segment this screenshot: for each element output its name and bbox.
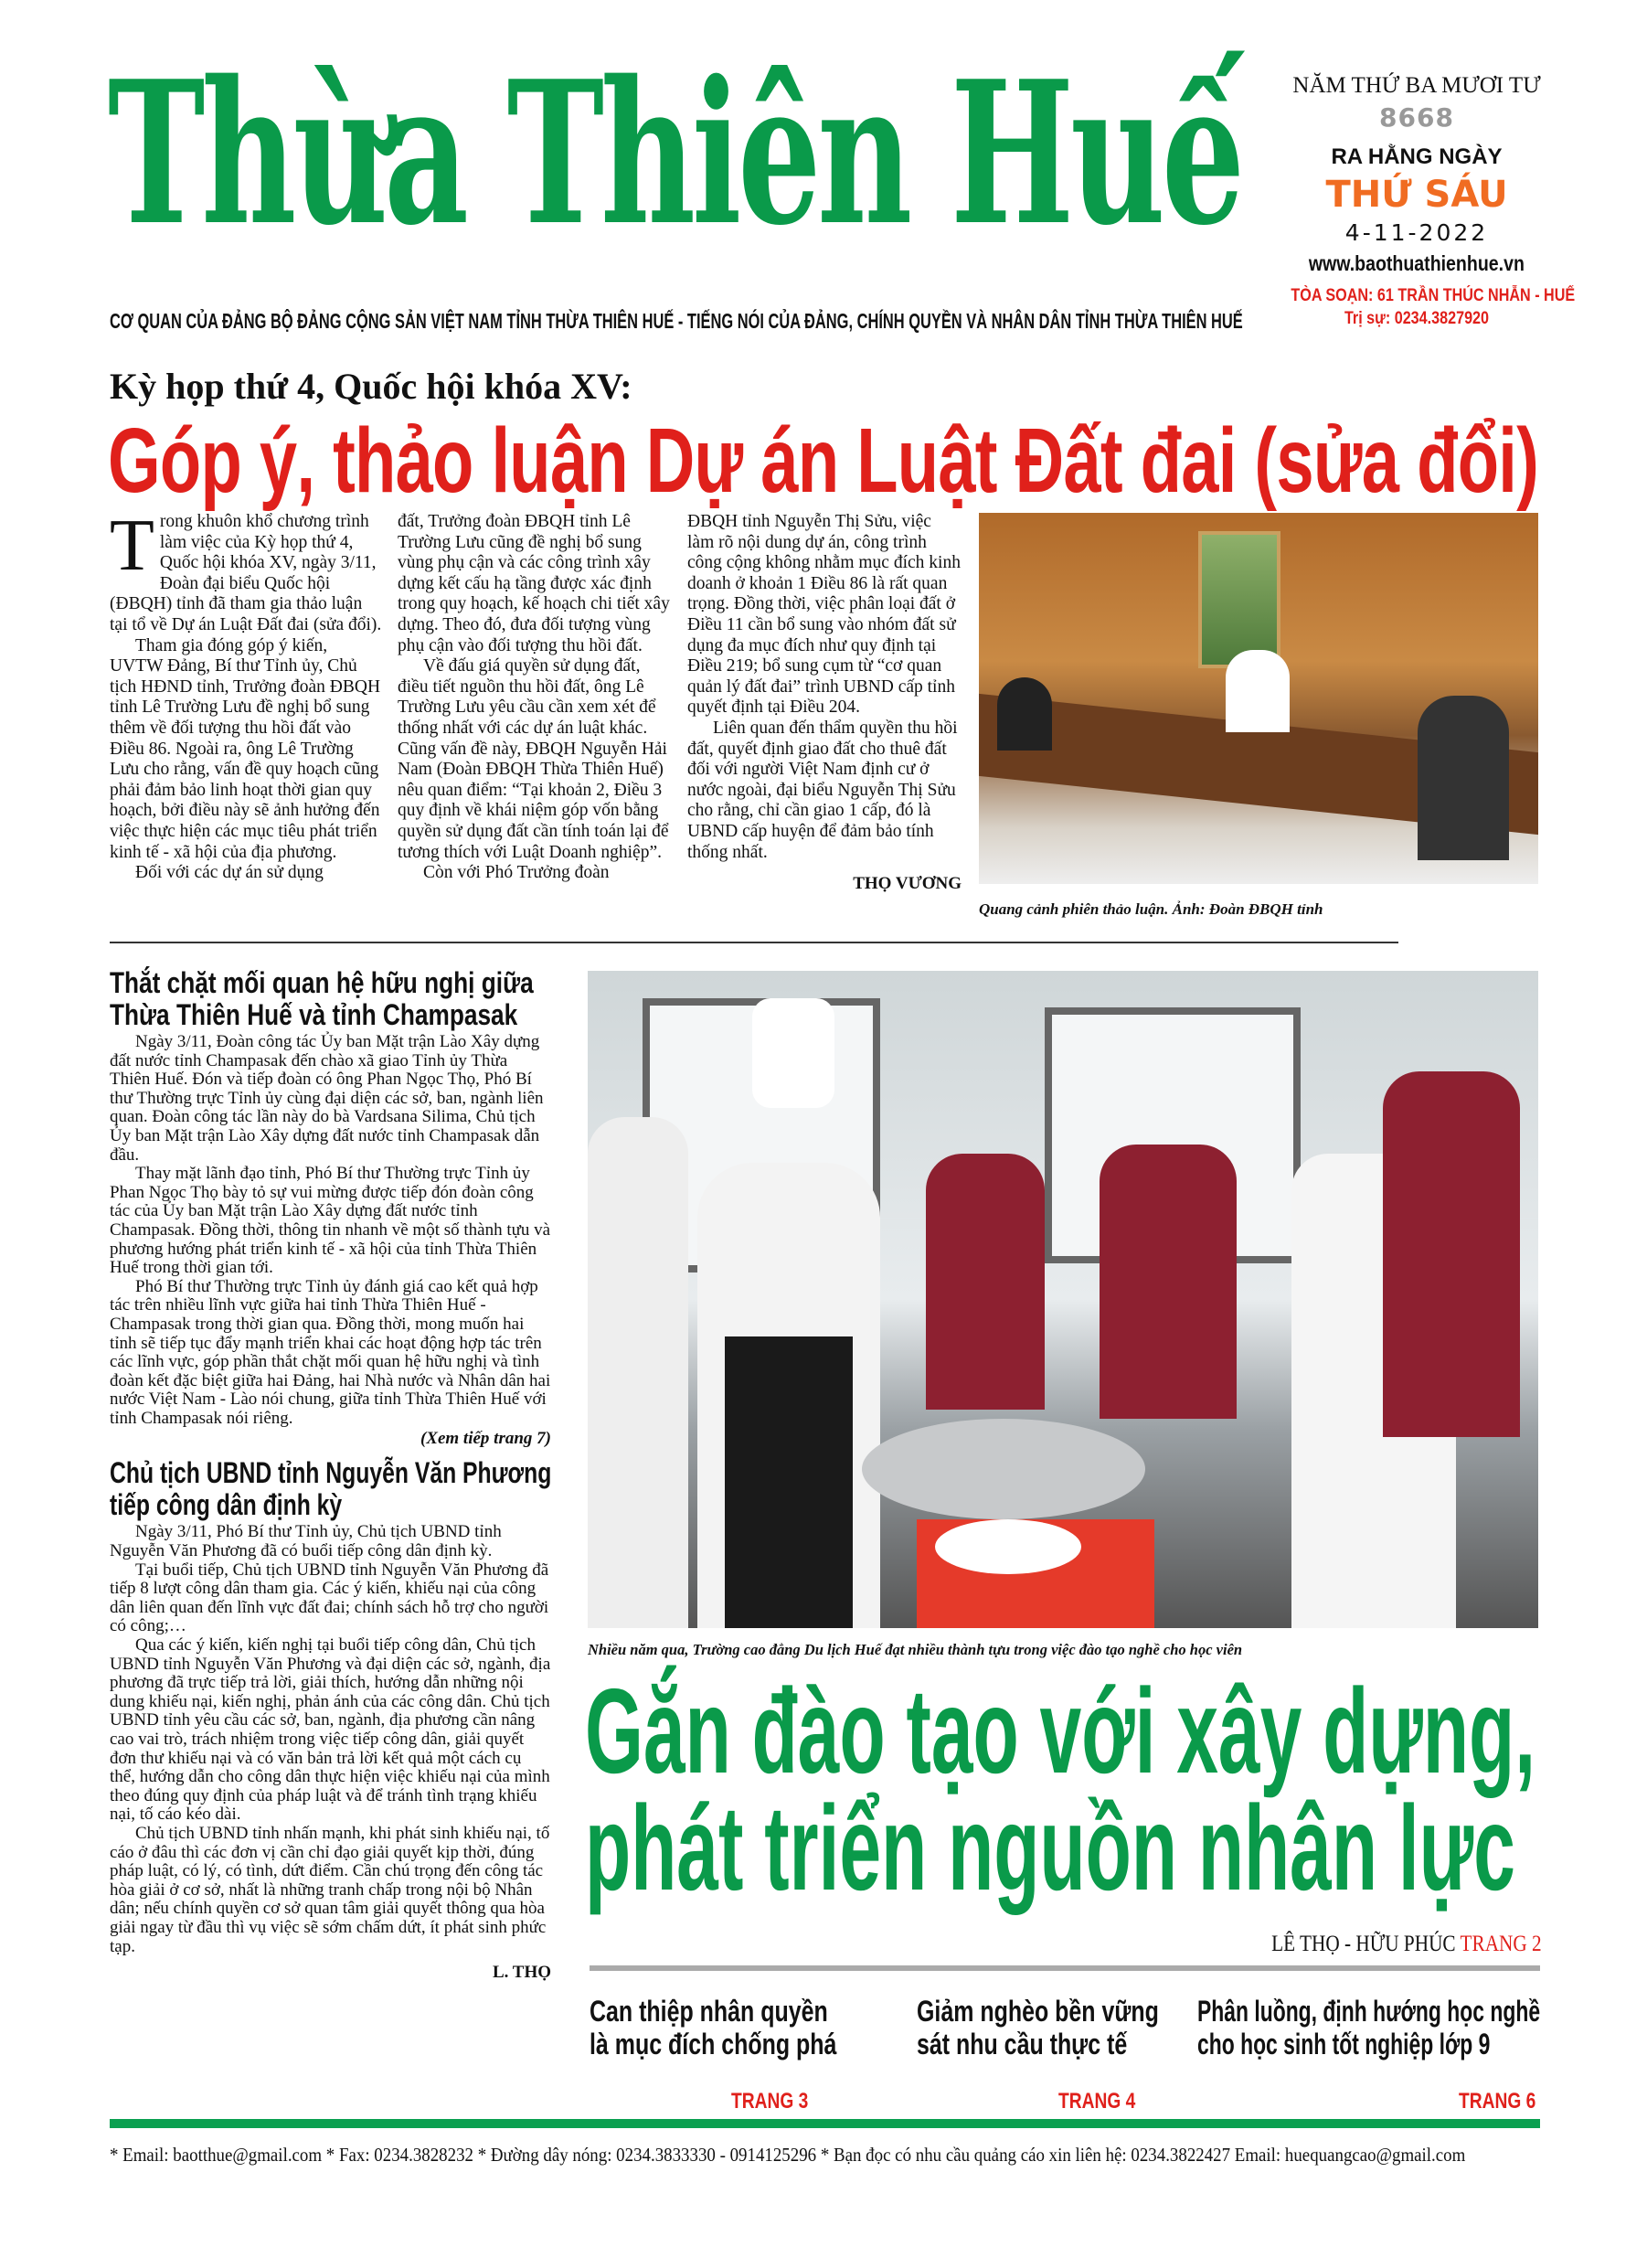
headline-line: Chủ tịch UBND tỉnh Nguyễn Văn Phương — [110, 1456, 552, 1490]
story-byline: L. THỌ — [492, 1963, 551, 1983]
feature-photo-caption: Nhiều năm qua, Trường cao đẳng Du lịch Huế đạt nhiều thành tựu trong việc đào tạo nghề cho học viên — [588, 1641, 1243, 1658]
paragraph: đất, Trưởng đoàn ĐBQH tỉnh Lê Trường Lưu cũng đề nghị bổ sung vùng phụ cận và các công trình xây dựng kết cấu hạ tầng được xác định trong quy hoạch, kế hoạch chi tiết xây dựng. Theo đó, đưa đối tượng vùng phụ cận vào đối tượng thu hồi đất. — [398, 512, 670, 655]
teaser-3[interactable] — [1197, 1995, 1540, 2060]
continued-link[interactable]: (Xem tiếp trang 7) — [420, 1429, 551, 1449]
teaser-2[interactable] — [917, 1995, 1159, 2060]
headline-line: Thừa Thiên Huế và tỉnh Champasak — [110, 998, 518, 1031]
paragraph: Tham gia đóng góp ý kiến, UVTW Đảng, Bí thư Tỉnh ủy, Chủ tịch HĐND tỉnh, Trưởng đoàn ĐBQH tỉnh Lê Trường Lưu đề nghị bổ sung thêm về đối tượng thu hồi đất vào Điều 86. Ngoài ra, ông Lê Trường Lưu cho rằng, vấn đề quy hoạch cũng phải đảm bảo linh hoạt thời gian quy hoạch, bởi điều này sẽ ảnh hưởng đến việc thực hiện các mục tiêu phát triển kinh tế - xã hội của địa phương. — [110, 635, 381, 862]
feature-byline: LÊ THỌ - HỮU PHÚC — [1271, 1932, 1456, 1956]
headline-line: Gắn đào tạo với xây dựng, — [585, 1664, 1536, 1798]
story-body — [110, 1523, 551, 1956]
lead-kicker: Kỳ họp thứ 4, Quốc hội khóa XV: — [110, 366, 632, 407]
website-text[interactable]: www.baothuathienhue.vn — [1308, 251, 1525, 275]
office-phone — [1266, 309, 1567, 329]
publication-year-text: NĂM THỨ BA MƯƠI TƯ — [1292, 73, 1541, 98]
paragraph: Ngày 3/11, Đoàn công tác Ủy ban Mặt trận Lào Xây dựng đất nước tỉnh Champasak đến chào xã giao Tỉnh ủy Thừa Thiên Huế. Đón và tiếp đoàn có ông Phan Ngọc Thọ, Phó Bí thư Thường trực Tỉnh ủy cùng đại diện các sở, ban, ngành liên quan. Đoàn công tác lần này do bà Vardsana Silima, Chủ tịch Ủy ban Mặt trận Lào Xây dựng đất nước tỉnh Champasak dẫn đầu. — [110, 1032, 544, 1165]
lead-byline: THỌ VƯƠNG — [853, 874, 962, 894]
issue-date-text: 4-11-2022 — [1344, 219, 1489, 246]
story-headline — [110, 967, 551, 1031]
headline-text — [110, 1457, 551, 1521]
teaser-line: cho học sinh tốt nghiệp lớp 9 — [1197, 2028, 1491, 2060]
teaser-1-page[interactable]: TRANG 3 — [731, 2089, 809, 2114]
paragraph: Thay mặt lãnh đạo tỉnh, Phó Bí thư Thường trực Tỉnh ủy Phan Ngọc Thọ bày tỏ sự vui mừng được tiếp đón đoàn công tác của Ủy ban Mặt trận Lào Xây dựng đất nước tỉnh Champasak. Đồng thời, thông tin nhanh về một số thành tựu và phương hướng phát triển kinh tế - xã hội của tỉnh Thừa Thiên Huế trong thời gian tới. — [110, 1164, 551, 1278]
feature-headline — [585, 1664, 1536, 1915]
office-phone-text: Trị sự: 0234.3827920 — [1344, 309, 1490, 328]
lead-photo-caption: Quang cảnh phiên thảo luận. Ảnh: Đoàn ĐBQH tỉnh — [979, 900, 1323, 918]
divider — [590, 1965, 1540, 1971]
teaser-line: Giảm nghèo bền vững — [917, 1995, 1159, 2028]
teaser-line: sát nhu cầu thực tế — [917, 2028, 1128, 2060]
left-column — [110, 967, 551, 1984]
lead-column-1 — [110, 506, 384, 884]
paragraph: rong khuôn khổ chương trình làm việc của Kỳ họp thứ 4, Quốc hội khóa XV, ngày 3/11, Đoàn đại biểu Quốc hội (ĐBQH) tỉnh đã tham gia thảo luận tại tổ về Dự án Luật Đất đai (sửa đổi). — [110, 512, 382, 634]
paragraph: Về đấu giá quyền sử dụng đất, điều tiết nguồn thu hồi đất, ông Lê Trường Lưu yêu cầu cần xem xét để thống nhất với các dự án luật khác. Cũng vấn đề này, ĐBQH Nguyễn Hải Nam (Đoàn ĐBQH Thừa Thiên Huế) nêu quan điểm: “Tại khoản 2, Điều 3 quy định về khái niệm góp vốn bằng quyền sử dụng đất cần tính toán lại để tương thích với Luật Doanh nghiệp”. — [398, 656, 669, 862]
issue-date — [1266, 219, 1567, 246]
lead-column-3 — [687, 512, 962, 895]
masthead-title: Thừa Thiên Huế — [108, 37, 1241, 269]
frequency-text: RA HẰNG NGÀY — [1331, 144, 1503, 169]
lead-column-2 — [398, 512, 672, 884]
issue-number-text: 8668 — [1379, 102, 1454, 133]
paragraph: Chủ tịch UBND tỉnh nhấn mạnh, khi phát sinh khiếu nại, tố cáo ở đâu thì các đơn vị cần chỉ đạo giải quyết kịp thời, đúng pháp luật, có lý, có tình, dứt điểm. Cần chú trọng đến công tác hòa giải ở cơ sở, nhất là những tranh chấp trong nội bộ Nhân dân; nếu chính quyền cơ sở quan tâm giải quyết thông qua hòa giải ngay từ đầu thì vụ việc sẽ sớm chấm dứt, ít phát sinh phức tạp. — [110, 1823, 550, 1956]
paragraph: Qua các ý kiến, kiến nghị tại buổi tiếp công dân, Chủ tịch UBND tỉnh Nguyễn Văn Phương và đại diện các sở, ngành, địa phương đã trực tiếp trả lời, giải thích, hướng dẫn những nội dung khiếu nại, kiến nghị, phản ánh của các công dân. Chủ tịch UBND tỉnh yêu cầu các sở, ban, ngành, địa phương cần nâng cao vai trò, trách nhiệm trong việc tiếp công dân, giải quyết đơn thư khiếu nại và có văn bản trả lời kết quả một cách cụ thể, hướng dẫn cho công dân thực hiện việc khiếu nại của mình theo đúng quy định của pháp luật và để tránh tình trạng khiếu nại, tố cáo kéo dài. — [110, 1635, 551, 1825]
divider — [110, 942, 1398, 943]
footer-bar — [110, 2119, 1540, 2128]
feature-credit — [1224, 1932, 1542, 1957]
paragraph: Phó Bí thư Thường trực Tỉnh ủy đánh giá cao kết quả hợp tác trên nhiều lĩnh vực giữa hai tỉnh Thừa Thiên Huế - Champasak trong thời gian qua. Đồng thời, mong muốn hai tỉnh sẽ tiếp tục đẩy mạnh triển khai các hoạt động hợp tác trên các lĩnh vực, góp phần thắt chặt mối quan hệ hữu nghị và tình đoàn kết đặc biệt giữa hai Đảng, hai Nhà nước và Nhân dân hai nước Việt Nam - Lào nói chung, giữa tỉnh Thừa Thiên Huế với tỉnh Champasak nói riêng. — [110, 1276, 551, 1428]
teaser-3-page[interactable]: TRANG 6 — [1459, 2089, 1536, 2114]
weekday — [1266, 174, 1567, 216]
story-body — [110, 1033, 551, 1428]
teaser-line: Phân luồng, định hướng học nghề — [1197, 1995, 1541, 2028]
paragraph: Liên quan đến thẩm quyền thu hồi đất, quyết định giao đất cho thuê đất đối với người Việt Nam định cư ở nước ngoài, đại biểu Nguyễn Thị Sửu cho rằng, chỉ cần giao 1 cấp, đó là UBND cấp huyện để đảm bảo tính thống nhất. — [687, 718, 958, 862]
paragraph: Đối với các dự án sử dụng — [135, 863, 324, 883]
story-headline — [110, 1457, 551, 1521]
weekday-text: THỨ SÁU — [1325, 174, 1508, 216]
office-address-text: TÒA SOẠN: 61 TRẦN THÚC NHẪN - HUẾ — [1291, 286, 1576, 305]
headline-line: phát triển nguồn nhân lực — [585, 1781, 1515, 1915]
teaser-line: là mục đích chống phá — [590, 2028, 837, 2060]
footer-contacts: * Email: baotthue@gmail.com * Fax: 0234.3828232 * Đường dây nóng: 0234.3833330 - 0914125296 * Bạn đọc có nhu cầu quảng cáo xin liên hệ: 0234.3822427 Email: huequangcao@gmail.com — [110, 2144, 1466, 2166]
culinary-class-photo — [588, 971, 1538, 1628]
publication-year — [1266, 73, 1567, 99]
lead-headline: Góp ý, thảo luận Dự án Luật Đất đai (sửa đổi) — [108, 410, 1539, 512]
headline-text — [110, 967, 534, 1031]
headline-line: tiếp công dân định kỳ — [110, 1488, 343, 1522]
paragraph: Tại buổi tiếp, Chủ tịch UBND tỉnh Nguyễn Văn Phương đã tiếp 8 lượt công dân tham gia. Các ý kiến, khiếu nại của công dân liên quan đến lĩnh vực đất đai; chính sách hỗ trợ cho người có công;… — [110, 1560, 549, 1636]
parliament-session-photo — [979, 513, 1538, 884]
masthead-tagline: CƠ QUAN CỦA ĐẢNG BỘ ĐẢNG CỘNG SẢN VIỆT NAM TỈNH THỪA THIÊN HUẾ - TIẾNG NÓI CỦA ĐẢNG, CHÍNH QUYỀN VÀ NHÂN DÂN TỈNH THỪA THIÊN HUẾ — [110, 309, 1243, 333]
office-address — [1266, 286, 1576, 306]
teaser-2-page[interactable]: TRANG 4 — [1058, 2089, 1136, 2114]
drop-cap: T — [110, 506, 154, 586]
paragraph: Ngày 3/11, Phó Bí thư Tỉnh ủy, Chủ tịch UBND tỉnh Nguyễn Văn Phương đã có buổi tiếp công dân định kỳ. — [110, 1522, 502, 1561]
paragraph: ĐBQH tỉnh Nguyễn Thị Sửu, việc làm rõ nội dung dự án, công trình công cộng không nhằm mục đích kinh doanh ở khoản 1 Điều 86 là rất quan trọng. Đồng thời, việc phân loại đất ở Điều 11 cần bổ sung vào nhóm đất sử dụng đa mục đích như quy định tại Điều 219; bổ sung cụm từ “cơ quan quản lý đất đai” trình UBND cấp tỉnh quyết định tại Điều 204. — [687, 512, 961, 718]
paragraph: Còn với Phó Trưởng đoàn — [423, 863, 610, 883]
teaser-1[interactable] — [590, 1995, 836, 2060]
website-link[interactable] — [1266, 251, 1567, 276]
feature-credit-text — [1271, 1932, 1542, 1957]
teaser-line: Can thiệp nhân quyền — [590, 1995, 828, 2028]
feature-page-link[interactable]: TRANG 2 — [1460, 1932, 1542, 1956]
issue-number — [1266, 102, 1567, 133]
frequency — [1266, 144, 1567, 170]
headline-line: Thắt chặt mối quan hệ hữu nghị giữa — [110, 966, 534, 999]
